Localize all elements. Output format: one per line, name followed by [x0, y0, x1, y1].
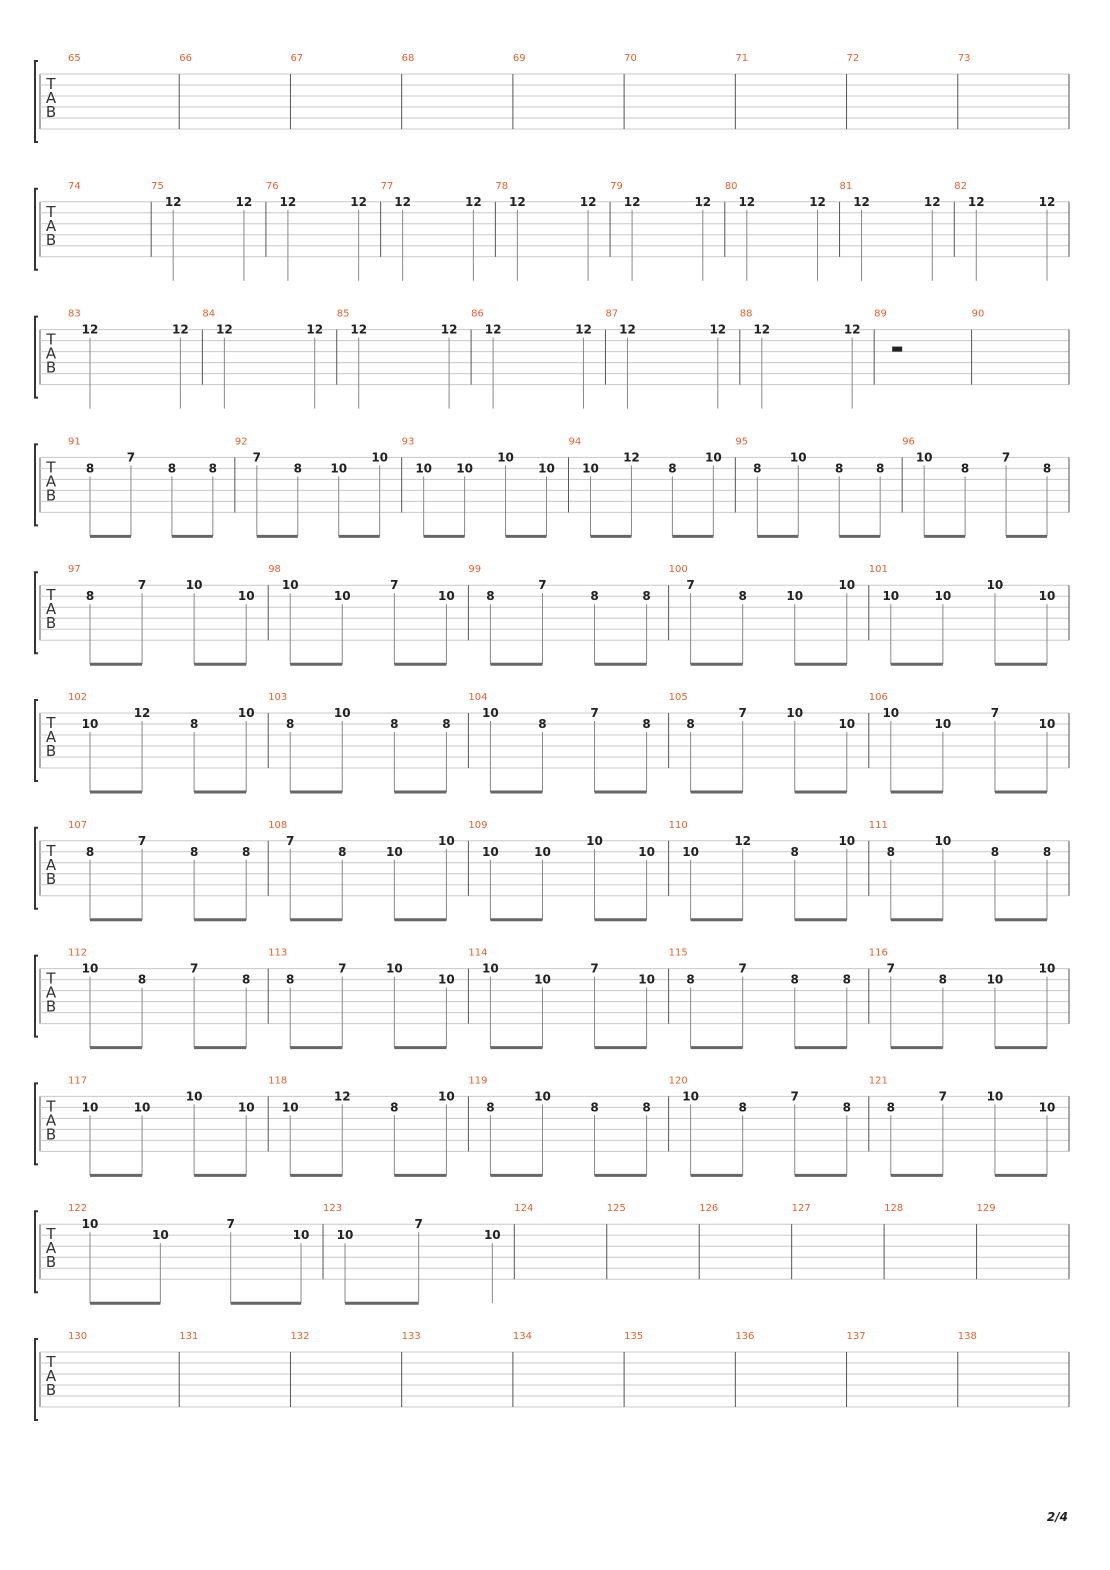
fret-number: 7 — [189, 961, 199, 976]
measure-number: 105 — [668, 692, 688, 703]
tab-clef-letter: T — [46, 714, 56, 732]
fret-number: 10 — [582, 461, 599, 476]
tab-clef-letter: A — [45, 1111, 57, 1130]
fret-number: 10 — [281, 578, 299, 593]
fret-number: 10 — [438, 972, 455, 987]
fret-number: 7 — [590, 706, 599, 720]
tab-clef-letter: T — [46, 841, 56, 860]
fret-number: 10 — [934, 833, 952, 848]
fret-number: 12 — [235, 194, 253, 209]
fret-number: 8 — [85, 461, 95, 476]
fret-number: 12 — [81, 322, 99, 337]
fret-number: 8 — [886, 1100, 895, 1115]
fret-number: 7 — [126, 450, 136, 465]
tab-clef-letter: A — [45, 472, 57, 491]
fret-number: 10 — [915, 450, 933, 465]
measure-number: 71 — [735, 53, 749, 64]
fret-number: 8 — [842, 1100, 851, 1115]
fret-number: 8 — [938, 972, 948, 987]
fret-number: 12 — [809, 194, 826, 209]
measure-number: 97 — [68, 564, 81, 576]
tab-clef-letter: T — [46, 969, 56, 988]
fret-number: 8 — [293, 461, 302, 476]
fret-number: 8 — [990, 844, 1000, 859]
fret-number: 12 — [133, 706, 151, 720]
page-number: 2/4 — [1046, 1510, 1068, 1524]
tab-clef-letter: A — [45, 89, 57, 107]
fret-number: 7 — [790, 1089, 799, 1104]
fret-number: 10 — [333, 706, 351, 720]
tab-clef-letter: B — [45, 869, 57, 888]
measure-number: 69 — [512, 53, 526, 64]
fret-number: 8 — [790, 844, 799, 859]
fret-number: 7 — [338, 961, 347, 976]
measure-number: 88 — [739, 308, 753, 320]
measure-number: 70 — [624, 53, 637, 64]
measure-number: 127 — [791, 1203, 811, 1215]
fret-number: 8 — [738, 589, 747, 604]
fret-number: 10 — [934, 589, 952, 604]
measure-number: 119 — [468, 1075, 488, 1087]
fret-number: 10 — [81, 1100, 99, 1115]
fret-number: 7 — [252, 450, 262, 465]
tab-clef-letter: A — [45, 728, 57, 746]
fret-number: 10 — [81, 717, 99, 731]
measure-number: 122 — [68, 1203, 88, 1215]
measure-number: 121 — [868, 1075, 888, 1087]
measure-number: 76 — [265, 180, 279, 192]
tab-clef-letter: A — [45, 600, 57, 619]
tab-clef-letter: B — [45, 486, 57, 505]
system-bracket — [35, 189, 38, 270]
measure-number: 123 — [323, 1203, 343, 1215]
fret-number: 8 — [875, 461, 885, 476]
fret-number: 12 — [1038, 194, 1056, 209]
fret-number: 10 — [151, 1228, 169, 1243]
fret-number: 10 — [704, 450, 722, 465]
fret-number: 10 — [185, 1089, 203, 1104]
fret-number: 12 — [853, 194, 870, 209]
measure-number: 113 — [268, 947, 288, 959]
fret-number: 8 — [590, 1100, 599, 1115]
fret-number: 12 — [279, 194, 297, 209]
fret-number: 10 — [336, 1228, 354, 1243]
tab-clef-letter: T — [46, 202, 56, 221]
fret-number: 7 — [1001, 450, 1011, 465]
measure-number: 96 — [902, 436, 915, 448]
measure-number: 81 — [839, 180, 853, 192]
fret-number: 12 — [465, 194, 482, 209]
fret-number: 10 — [330, 461, 348, 476]
fret-number: 10 — [456, 461, 473, 476]
fret-number: 10 — [281, 1100, 299, 1115]
measure-number: 114 — [468, 947, 488, 959]
fret-number: 8 — [242, 844, 251, 859]
fret-number: 8 — [538, 717, 547, 731]
fret-number: 12 — [623, 450, 640, 465]
fret-number: 12 — [509, 194, 526, 209]
fret-number: 7 — [590, 961, 599, 976]
measure-number: 75 — [151, 180, 164, 192]
fret-number: 10 — [986, 1089, 1004, 1104]
fret-number: 12 — [394, 194, 411, 209]
fret-number: 10 — [133, 1100, 151, 1115]
fret-number: 8 — [167, 461, 177, 476]
fret-number: 12 — [843, 322, 861, 337]
tab-clef-letter: B — [45, 1381, 57, 1399]
fret-number: 10 — [986, 972, 1004, 987]
measure-number: 102 — [68, 692, 88, 703]
fret-number: 10 — [1038, 717, 1056, 731]
system-bracket — [35, 1211, 38, 1292]
fret-number: 7 — [738, 706, 747, 720]
fret-number: 8 — [242, 972, 251, 987]
fret-number: 10 — [638, 844, 655, 859]
measure-number: 95 — [735, 436, 749, 448]
fret-number: 7 — [738, 961, 747, 976]
fret-number: 10 — [534, 1089, 551, 1104]
fret-number: 12 — [350, 194, 367, 209]
fret-number: 12 — [967, 194, 985, 209]
measure-number: 74 — [68, 180, 81, 192]
measure-number: 130 — [68, 1331, 88, 1342]
system-bracket — [35, 956, 38, 1037]
measure-number: 98 — [268, 564, 281, 576]
fret-number: 12 — [619, 322, 636, 337]
fret-number: 10 — [415, 461, 433, 476]
fret-number: 10 — [986, 578, 1004, 593]
system-bracket — [35, 61, 38, 142]
fret-number: 10 — [81, 961, 99, 976]
fret-number: 8 — [886, 844, 895, 859]
fret-number: 12 — [709, 322, 727, 337]
fret-number: 12 — [579, 194, 597, 209]
fret-number: 10 — [482, 844, 499, 859]
fret-number: 8 — [85, 844, 95, 859]
tab-clef-letter: B — [45, 230, 57, 249]
fret-number: 10 — [438, 833, 455, 848]
fret-number: 7 — [938, 1089, 948, 1104]
fret-number: 12 — [694, 194, 712, 209]
fret-number: 8 — [960, 461, 970, 476]
measure-number: 129 — [976, 1203, 996, 1215]
measure-number: 73 — [957, 53, 971, 64]
fret-number: 12 — [216, 322, 233, 337]
measure-number: 115 — [668, 947, 688, 959]
fret-number: 12 — [484, 322, 502, 337]
measure-number: 67 — [290, 53, 304, 64]
fret-number: 8 — [686, 717, 695, 731]
fret-number: 10 — [638, 972, 655, 987]
fret-number: 8 — [753, 461, 762, 476]
fret-number: 8 — [189, 717, 199, 731]
measure-number: 72 — [846, 53, 860, 64]
fret-number: 7 — [390, 578, 399, 593]
system-bracket — [35, 572, 38, 653]
measure-number: 93 — [401, 436, 415, 448]
fret-number: 12 — [306, 322, 324, 337]
fret-number: 8 — [686, 972, 695, 987]
measure-number: 100 — [668, 564, 688, 576]
measure-number: 80 — [724, 180, 738, 192]
system-bracket — [35, 1083, 38, 1164]
fret-number: 10 — [534, 972, 551, 987]
fret-number: 10 — [482, 961, 499, 976]
measure-number: 103 — [268, 692, 288, 703]
measure-number: 126 — [699, 1203, 719, 1215]
fret-number: 10 — [882, 589, 900, 604]
tab-clef-letter: T — [46, 1225, 56, 1244]
fret-number: 8 — [1042, 844, 1052, 859]
fret-number: 10 — [483, 1228, 501, 1243]
fret-number: 8 — [442, 717, 451, 731]
fret-number: 10 — [682, 844, 699, 859]
fret-number: 10 — [682, 1089, 699, 1104]
fret-number: 8 — [1042, 461, 1052, 476]
measure-number: 134 — [512, 1331, 532, 1342]
tab-clef-letter: B — [45, 997, 57, 1016]
fret-number: 8 — [137, 972, 147, 987]
fret-number: 12 — [923, 194, 941, 209]
fret-number: 8 — [642, 589, 651, 604]
fret-number: 10 — [538, 461, 555, 476]
fret-number: 7 — [414, 1217, 423, 1232]
measure-number: 66 — [179, 53, 192, 64]
fret-number: 8 — [338, 844, 347, 859]
fret-number: 10 — [482, 706, 499, 720]
fret-number: 8 — [189, 844, 199, 859]
measure-number: 118 — [268, 1075, 288, 1087]
measure-number: 77 — [380, 180, 394, 192]
measure-number: 135 — [624, 1331, 644, 1342]
fret-number: 10 — [333, 589, 351, 604]
system-bracket — [35, 700, 38, 781]
measure-number: 128 — [884, 1203, 904, 1215]
tab-clef-letter: T — [46, 75, 56, 93]
fret-number: 10 — [237, 589, 255, 604]
fret-number: 10 — [838, 717, 856, 731]
fret-number: 12 — [333, 1089, 351, 1104]
fret-number: 8 — [390, 717, 399, 731]
measure-number: 82 — [954, 180, 968, 192]
fret-number: 8 — [390, 1100, 399, 1115]
fret-number: 10 — [1038, 1100, 1056, 1115]
tab-clef-letter: A — [45, 1367, 57, 1385]
fret-number: 8 — [286, 717, 295, 731]
fret-number: 12 — [623, 194, 641, 209]
fret-number: 7 — [226, 1217, 235, 1232]
tab-clef-letter: A — [45, 983, 57, 1002]
fret-number: 7 — [886, 961, 895, 976]
measure-number: 99 — [468, 564, 482, 576]
fret-number: 10 — [934, 717, 952, 731]
measure-number: 112 — [68, 947, 88, 959]
fret-number: 8 — [668, 461, 677, 476]
fret-number: 10 — [237, 706, 255, 720]
tab-clef-letter: A — [45, 216, 57, 235]
fret-number: 8 — [486, 589, 495, 604]
fret-number: 10 — [1038, 589, 1056, 604]
fret-number: 7 — [990, 706, 1000, 720]
fret-number: 12 — [753, 322, 771, 337]
fret-number: 10 — [838, 833, 856, 848]
tab-clef-letter: A — [45, 344, 57, 363]
fret-number: 10 — [882, 706, 900, 720]
fret-number: 12 — [575, 322, 592, 337]
tab-clef-letter: T — [46, 586, 56, 605]
fret-number: 10 — [371, 450, 389, 465]
measure-number: 111 — [868, 819, 888, 831]
measure-number: 125 — [606, 1203, 626, 1215]
measure-number: 87 — [605, 308, 619, 320]
measure-number: 124 — [514, 1203, 534, 1215]
measure-number: 136 — [735, 1331, 755, 1342]
fret-number: 7 — [137, 833, 147, 848]
measure-number: 108 — [268, 819, 288, 831]
fret-number: 10 — [789, 450, 807, 465]
tab-clef-letter: B — [45, 1125, 57, 1144]
tab-clef-letter: A — [45, 855, 57, 874]
fret-number: 8 — [790, 972, 799, 987]
tab-clef-letter: B — [45, 614, 57, 633]
fret-number: 10 — [438, 589, 455, 604]
measure-number: 132 — [290, 1331, 310, 1342]
measure-number: 116 — [868, 947, 888, 959]
fret-number: 10 — [237, 1100, 255, 1115]
system-bracket — [35, 317, 38, 398]
measure-number: 94 — [568, 436, 582, 448]
measure-number: 79 — [610, 180, 623, 192]
fret-number: 10 — [786, 589, 804, 604]
tab-clef-letter: B — [45, 742, 57, 760]
fret-number: 10 — [534, 844, 551, 859]
fret-number: 10 — [838, 578, 856, 593]
fret-number: 12 — [734, 833, 752, 848]
fret-number: 8 — [642, 1100, 651, 1115]
whole-rest — [892, 347, 902, 352]
fret-number: 12 — [172, 322, 189, 337]
fret-number: 7 — [286, 833, 295, 848]
fret-number: 12 — [440, 322, 458, 337]
tab-clef-letter: B — [45, 103, 57, 121]
measure-number: 84 — [202, 308, 216, 320]
measure-number: 89 — [874, 308, 887, 320]
fret-number: 12 — [164, 194, 182, 209]
tab-clef-letter: T — [46, 1097, 56, 1116]
fret-number: 10 — [1038, 961, 1056, 976]
fret-number: 8 — [486, 1100, 495, 1115]
measure-number: 92 — [234, 436, 248, 448]
measure-number: 78 — [495, 180, 509, 192]
fret-number: 10 — [786, 706, 804, 720]
measure-number: 120 — [668, 1075, 688, 1087]
fret-number: 8 — [590, 589, 599, 604]
fret-number: 7 — [538, 578, 547, 593]
fret-number: 10 — [438, 1089, 455, 1104]
measure-number: 131 — [179, 1331, 199, 1342]
fret-number: 7 — [686, 578, 695, 593]
measure-number: 65 — [68, 53, 81, 64]
fret-number: 12 — [738, 194, 756, 209]
fret-number: 10 — [185, 578, 203, 593]
measure-number: 109 — [468, 819, 488, 831]
fret-number: 8 — [286, 972, 295, 987]
measure-number: 91 — [68, 436, 81, 448]
fret-number: 8 — [85, 589, 95, 604]
fret-number: 10 — [586, 833, 603, 848]
fret-number: 8 — [642, 717, 651, 731]
measure-number: 83 — [68, 308, 81, 320]
fret-number: 8 — [208, 461, 218, 476]
fret-number: 10 — [81, 1217, 99, 1232]
fret-number: 8 — [738, 1100, 747, 1115]
system-bracket — [35, 444, 38, 525]
tab-clef-letter: B — [45, 1253, 57, 1272]
measure-number: 104 — [468, 692, 488, 703]
measure-number: 107 — [68, 819, 88, 831]
measure-number: 68 — [401, 53, 415, 64]
tab-clef-letter: T — [46, 1353, 56, 1371]
tab-clef-letter: T — [46, 458, 56, 477]
measure-number: 110 — [668, 819, 688, 831]
fret-number: 8 — [842, 972, 851, 987]
measure-number: 106 — [868, 692, 888, 703]
fret-number: 10 — [385, 961, 403, 976]
measure-number: 85 — [336, 308, 350, 320]
tab-clef-letter: A — [45, 1239, 57, 1258]
tab-clef-letter: B — [45, 358, 57, 377]
fret-number: 10 — [385, 844, 403, 859]
tab-clef-letter: T — [46, 330, 56, 349]
measure-number: 90 — [971, 308, 985, 320]
fret-number: 10 — [292, 1228, 310, 1243]
system-bracket — [35, 1339, 38, 1420]
fret-number: 10 — [497, 450, 514, 465]
system-bracket — [35, 828, 38, 909]
measure-number: 137 — [846, 1331, 866, 1342]
measure-number: 133 — [401, 1331, 421, 1342]
measure-number: 101 — [868, 564, 888, 576]
fret-number: 12 — [350, 322, 368, 337]
measure-number: 138 — [957, 1331, 977, 1342]
fret-number: 7 — [137, 578, 147, 593]
measure-number: 86 — [471, 308, 484, 320]
measure-number: 117 — [68, 1075, 88, 1087]
fret-number: 8 — [835, 461, 844, 476]
